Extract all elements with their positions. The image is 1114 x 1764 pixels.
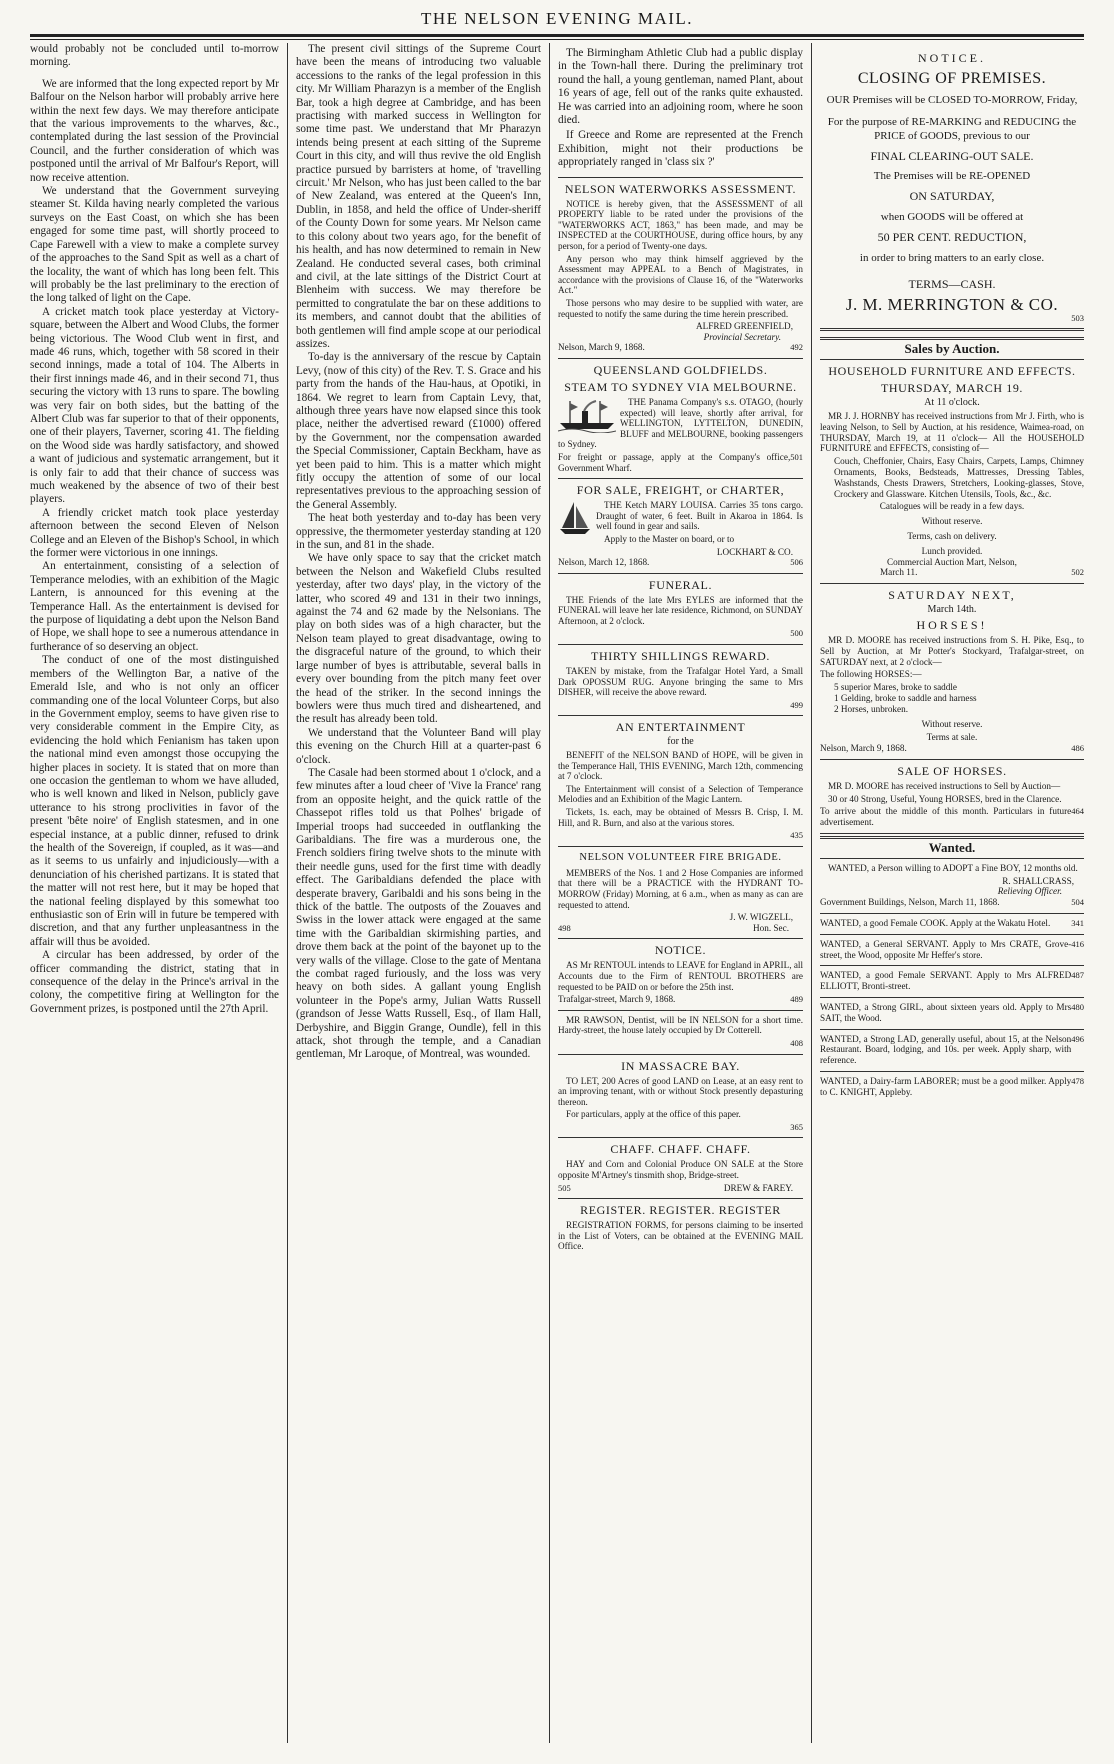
article-paragraph: We understand that the Government surveying steamer St. Kilda having nearly completed the various surveys on the East Coast, on which she has been engaged for some time past, will shortly proceed to Cape Farewell with a view to make a complete survey of the approaches to the Sand Spit as well as a chart of the locality, the want of which has long been felt. This will probably be the last preliminary to the erection of the long talked of light on the Cape. xyxy=(30,185,279,305)
article-paragraph: would probably not be concluded until to-morrow morning. xyxy=(30,43,279,69)
ad-text: Without reserve. xyxy=(921,516,983,527)
ad-footer xyxy=(558,994,803,1005)
section-wanted: Wanted. xyxy=(820,836,1084,859)
ad-text: WANTED, a Dairy-farm LABORER; must be a good milker. Apply to C. KNIGHT, Appleby. xyxy=(820,1076,1072,1097)
article-paragraph: To-day is the anniversary of the rescue by Captain Levy, (now of this city) of the Rev. T. S. Grace and his party from the hands of the Hau-haus, at Opotiki, in 1864. We regret to learn from Captain Levy, that, although three years have now elapsed since this took place, neither the advertised reward (£1000) offered by the Government, nor the compensation awarded the Special Commissioner, Captain Beckham, have as yet been paid to him. This is a matter which might fitly occupy the attention of some of our local representatives previous to the approaching session of the General Assembly. xyxy=(296,351,541,511)
ad-footer xyxy=(820,970,1084,992)
ad-text: BENEFIT of the NELSON BAND of HOPE, will be given in the Temperance Hall, THIS EVENING, March 12th, commencing at 7 o'clock. xyxy=(558,750,803,782)
ad-signer: J. W. WIGZELL, xyxy=(729,912,793,923)
ad-wanted xyxy=(820,859,1084,914)
ad-footer xyxy=(558,1038,803,1049)
ad-date: March 11. xyxy=(880,567,918,578)
ad-heading: THIRTY SHILLINGS REWARD. xyxy=(591,649,770,664)
steamship-icon xyxy=(558,397,616,433)
ad-for-sale xyxy=(558,479,803,574)
ad-number: 496 xyxy=(1071,1033,1084,1044)
ad-footer xyxy=(820,743,1084,754)
ad-date: Nelson, March 12, 1868. xyxy=(558,557,650,568)
ad-text: Apply to the Master on board, or to xyxy=(604,533,735,544)
ad-subheading: STEAM TO SYDNEY VIA MELBOURNE. xyxy=(564,379,797,394)
ad-text: Without reserve. xyxy=(921,718,983,729)
ad-text: HAY and Corn and Colonial Produce ON SALE at the Store opposite M'Artney's tinsmith shop, Bridge-street. xyxy=(558,1159,803,1181)
ad-text: Lunch provided. xyxy=(921,545,983,556)
ad-saturday-horses xyxy=(820,584,1084,760)
ad-text: AS Mr RENTOUL intends to LEAVE for England in APRIL, all Accounts due to the Firm of RENTOUL BROTHERS are requested to be PAID on or before the 25th inst. xyxy=(558,960,803,992)
ad-footer xyxy=(558,452,803,473)
ad-heading: QUEENSLAND GOLDFIELDS. xyxy=(593,362,768,377)
ad-footer xyxy=(558,1183,803,1194)
ad-heading: REGISTER. REGISTER. REGISTER xyxy=(580,1203,781,1218)
ad-number: 501 xyxy=(790,451,803,462)
ad-list-item: 1 Gelding, broke to saddle and harness xyxy=(834,692,977,703)
article-paragraph: The conduct of one of the most distinguished members of the Wellington Bar, a native of the Emerald Isle, and who is not only an officer commanding one of the local Volunteer Corps, but also in the Government employ, seems to have given rise to very considerable comment in the Empire City, as evidencing the hold which Fenianism has taken upon the national mind even amongst those occupying the higher places in society. It is stated that on more than one occasion the gentleman to whom we have alluded, who is well known and liked in Nelson, publicly gave utterance to his strong proclivities in favor of the present 'bête noire' of English statesmen, and in one especial instance, at a public dinner, refused to drink the health of the Sovereign, if coupled, as it was—and as it seems to us unfairly and injudiciously—with a denunciation of his cherished partizans. It is stated that the matter will not rest here, but it may be hoped that the national feeling displayed by this somewhat too enthusiastic son of Erin will in future be tempered with discretion, and that any further unpleasantness in the affair will thus be avoided. xyxy=(30,654,279,948)
ad-footer xyxy=(820,939,1084,961)
ad-wanted xyxy=(820,998,1084,1030)
ad-heading: SALE OF HORSES. xyxy=(897,763,1007,778)
ad-heading: CLOSING OF PREMISES. xyxy=(857,69,1047,87)
ad-text: Terms, cash on delivery. xyxy=(907,530,997,541)
ad-title: NOTICE. xyxy=(918,51,986,65)
masthead-rule-thin xyxy=(30,39,1084,40)
ad-number: 487 xyxy=(1071,970,1084,981)
ad-number: 435 xyxy=(790,830,803,841)
ad-text: ON SATURDAY, xyxy=(909,189,995,204)
ad-footer xyxy=(820,567,1084,578)
ad-subheading: HORSES! xyxy=(916,617,988,632)
ad-footer xyxy=(820,1002,1084,1024)
ad-text: THE Friends of the late Mrs EYLES are informed that the FUNERAL will leave her late residence, Richmond, on SUNDAY Afternoon, at 2 o'clock. xyxy=(558,594,803,626)
ad-footer xyxy=(558,923,803,934)
article-paragraph: The Birmingham Athletic Club had a public display in the Town-hall there. During the preliminary trot round the hall, a young gentleman, named Plant, about 16 years of age, fell out of the ranks quite exhausted. He was carried into an adjoining room, where he soon died. xyxy=(558,47,803,127)
ad-footer xyxy=(558,628,803,639)
column-2 xyxy=(288,43,550,1743)
ad-text: REGISTRATION FORMS, for persons claiming to be inserted in the List of Voters, can be obtained at the EVENING MAIL Office. xyxy=(558,1220,803,1252)
ad-text: WANTED, a General SERVANT. Apply to Mrs CRATE, Grove-street, the Wood, opposite Mr Heffer's store. xyxy=(820,938,1072,960)
ad-text: MEMBERS of the Nos. 1 and 2 Hose Companies are informed that there will be a PRACTICE with the HYDRANT TO-MORROW (Friday) Morning, at 6 a.m., when as many as can are requested to attend. xyxy=(558,867,803,910)
ad-footer xyxy=(820,897,1084,908)
article-paragraph: A cricket match took place yesterday at Victory-square, between the Albert and Wood Clubs, the former being victorious. The Wood Club went in first, and made 46 runs, which, together with 58 scored in their second innings, made a total of 104. The Alberts in their first innings made 46, and in their second 71, thus securing the victory with 13 runs to spare. The bowling was very fair on both sides, but the batting of the Albert Club was far superior to that of their opponents, one of their players, Taverner, scoring 41. The fielding on the Wood side was hardly satisfactory, and showed a want of judicious and systematic arrangement, but it is only fair to add that their chance of success was much weakened by the absence of two of their best players. xyxy=(30,305,279,506)
ad-heading: NELSON WATERWORKS ASSESSMENT. xyxy=(564,181,797,196)
column-3 xyxy=(550,43,812,1743)
ad-text: NOTICE is hereby given, that the ASSESSMENT of all PROPERTY liable to be rated under the provisions of the "WATERWORKS ACT, 1863," has been made, and may be INSPECTED at the COURTHOUSE, during office hours, by any person, for a period of Twenty-one days. xyxy=(558,198,803,252)
article-paragraph: If Greece and Rome are represented at the French Exhibition, might not their productions be appropriately ranged in 'class six ?' xyxy=(558,129,803,169)
ad-text: The Entertainment will consist of a Selection of Temperance Melodies and an Exhibition of the Magic Lantern. xyxy=(558,783,803,805)
ad-text: THE Ketch MARY LOUISA. Carries 35 tons cargo. Draught of water, 6 feet. Built in Akaroa in 1864. Is well found in gear and sails. xyxy=(596,500,803,532)
ad-list-item: 5 superior Mares, broke to saddle xyxy=(834,682,957,693)
ad-role: Relieving Officer. xyxy=(997,886,1062,897)
ad-heading: AN ENTERTAINMENT xyxy=(615,720,746,735)
ad-text: For freight or passage, apply at the Company's office, Government Wharf. xyxy=(558,451,791,473)
ad-text: TO LET, 200 Acres of good LAND on Lease, at an easy rent to an improving tenant, with or without Stock presently depasturing thereon. xyxy=(558,1075,803,1107)
ad-text: Those persons who may desire to be supplied with water, are requested to notify the same during the time herein prescribed. xyxy=(558,298,803,319)
ad-footer xyxy=(820,1034,1084,1066)
ad-date: Nelson, March 9, 1868. xyxy=(558,342,645,353)
ad-funeral xyxy=(558,574,803,645)
section-sales-by-auction: Sales by Auction. xyxy=(820,337,1084,360)
masthead-rule xyxy=(30,34,1084,37)
ad-number: 505 xyxy=(558,1182,571,1193)
ad-heading: FOR SALE, FREIGHT, or CHARTER, xyxy=(576,483,785,498)
ad-signer: LOCKHART & CO. xyxy=(716,546,793,557)
ad-text: MR D. MOORE has received instructions from S. H. Pike, Esq., to Sell by Auction, at Mr Potter's Stockyard, Trafalgar-street, on SATURDAY next, at 2 o'clock— xyxy=(820,634,1084,667)
ad-number: 489 xyxy=(790,994,803,1005)
ad-heading: NELSON VOLUNTEER FIRE BRIGADE. xyxy=(579,851,782,863)
ad-footer xyxy=(820,313,1084,324)
article-paragraph: An entertainment, consisting of a selection of Temperance melodies, with an exhibition of the Magic Lantern, is announced for this evening at the Temperance Hall. As the entertainment is devised for the purpose of liquidating a debt upon the Nelson Band of Hope, we shall hope to see a numerous attendance in furtherance of so deserving an object. xyxy=(30,560,279,653)
ad-text: Terms at sale. xyxy=(926,732,978,743)
ad-heading: NOTICE. xyxy=(654,943,707,958)
ad-wanted xyxy=(820,966,1084,998)
ad-text: WANTED, a Person willing to ADOPT a Fine BOY, 12 months old. xyxy=(828,862,1078,873)
ad-role: Provincial Secretary. xyxy=(703,331,781,342)
article-paragraph: A circular has been addressed, by order of the officer commanding the district, stating that in consequence of the delay in the Prince's arrival in the colony, the competitive firing at Wellington for the Government prizes, is postponed until the 27th April. xyxy=(30,949,279,1015)
article-paragraph: We have only space to say that the cricket match between the Nelson and Wakefield Clubs resulted yesterday, after two days' play, in the victory of the latter, who scored 49 and 131 in their two innings, against the 74 and 62 made by the Nelsonians. The play on both sides was of a high character, but the Nelson team played to great disadvantage, owing to the disgraceful nature of the ground, to which their large number of byes is attributable, several balls in every over bounding from the pitch many feet over the head of the striker. In the second innings the bowlers were thus much tired and disheartened, and the result has already been told. xyxy=(296,552,541,726)
article-paragraph: The Casale had been stormed about 1 o'clock, and a few minutes after a loud cheer of 'Vive la France' rang from an opposite height, and the quick rattle of the Chassepot rifles told us that Polhes' brigade of Imperial troops had succeeded in outflanking the Garibaldians. The fire was a murderous one, the French soldiers firing twelve shots to the minute with their needle guns, used for the first time with deadly effect. The Garibaldians defended the place with desperate bravery, Garibaldi and his sons being in the thick of the battle. The outposts of the Zouaves and Swiss in the lower attack were engaged at the same time with the Garibaldian skirmishing parties, and drove them back at the point of the bayonet up to the very walls of the village. Close to the gate of Mentana the combat raged furiously, and the loss was very heavy on both sides. A gallant young English volunteer in the Pope's army, Julian Watts Russell (grandson of Jesse Watts Russell, Esq., of Ilam Hall, Derbyshire, and Biggin Grange, Oundle), fell in this attack, shot through the temple, and a Canadian gentleman, Mr Laroque, of Montreal, was wounded. xyxy=(296,766,541,1061)
ad-text: Any person who may think himself aggrieved by the Assessment may APPEAL to a Bench of Magistrates, in accordance with the provisions of Clause 16, of the "Waterworks Act." xyxy=(558,253,803,296)
ad-footer xyxy=(820,1076,1084,1098)
ad-role: Hon. Sec. xyxy=(753,922,789,933)
ad-text: The following HORSES:— xyxy=(820,669,922,680)
ad-number: 416 xyxy=(1071,938,1084,949)
ad-text: OUR Premises will be CLOSED TO-MORROW, Friday, xyxy=(826,93,1078,106)
ad-terms: TERMS—CASH. xyxy=(908,276,996,291)
ad-footer xyxy=(820,806,1084,828)
ad-chaff xyxy=(558,1138,803,1199)
article-paragraph: We understand that the Volunteer Band will play this evening on the Church Hill at a quarter-past 6 o'clock. xyxy=(296,726,541,766)
ad-text: MR RAWSON, Dentist, will be IN NELSON for a short time. Hardy-street, the house lately occupied by Dr Cotterell. xyxy=(558,1014,803,1036)
ad-signer: DREW & FAREY. xyxy=(723,1182,793,1193)
column-4 xyxy=(812,43,1084,1743)
ad-text: in order to bring matters to an early close. xyxy=(859,251,1045,264)
ad-footer xyxy=(558,557,803,568)
ad-date: THURSDAY, MARCH 19. xyxy=(880,381,1024,396)
columns xyxy=(30,43,1084,1743)
ad-wanted xyxy=(820,935,1084,967)
ad-heading: HOUSEHOLD FURNITURE AND EFFECTS. xyxy=(828,364,1076,379)
ad-date: Nelson, March 9, 1868. xyxy=(820,743,907,754)
ad-text: WANTED, a good Female COOK. Apply at the Wakatu Hotel. xyxy=(820,918,1051,929)
ad-number: 492 xyxy=(790,342,803,353)
ad-text: For the purpose of RE-MARKING and REDUCING the PRICE of GOODS, previous to our xyxy=(827,115,1077,142)
ad-sale-of-horses xyxy=(820,760,1084,834)
column-1 xyxy=(30,43,288,1743)
ad-text: For particulars, apply at the office of this paper. xyxy=(566,1109,741,1120)
ad-number: 486 xyxy=(1071,743,1084,754)
ad-number: 499 xyxy=(790,699,803,710)
ad-text: The Premises will be RE-OPENED xyxy=(873,170,1031,183)
ad-number: 498 xyxy=(558,922,571,933)
ad-wanted xyxy=(820,914,1084,935)
ad-entertainment xyxy=(558,716,803,846)
ad-number: 502 xyxy=(1071,567,1084,578)
ad-closing-premises xyxy=(820,43,1084,331)
ad-date: Trafalgar-street, March 9, 1868. xyxy=(558,994,676,1005)
ad-text: MR J. J. HORNBY has received instructions from Mr J. Firth, who is leaving Nelson, to Sell by Auction, at his residence, Waimea-road, on THURSDAY, March 19, at 11 o'clock— All the HOUSEHOLD FURNITURE and EFFECTS, consisting of— xyxy=(820,410,1084,454)
sailboat-icon xyxy=(558,500,592,536)
ad-footer xyxy=(558,1122,803,1133)
ad-subheading: for the xyxy=(667,736,694,748)
ad-heading: IN MASSACRE BAY. xyxy=(621,1058,740,1073)
ad-text: Government Buildings, Nelson, March 11, 1868. xyxy=(820,897,1000,908)
ad-footer xyxy=(820,918,1084,929)
masthead: THE NELSON EVENING MAIL. xyxy=(420,9,694,28)
ad-notice-rentoul xyxy=(558,939,803,1010)
ad-text: WANTED, a Strong GIRL, about sixteen years old. Apply to Mrs SAIT, the Wood. xyxy=(820,1002,1072,1023)
ad-heading: SATURDAY NEXT, xyxy=(888,588,1016,603)
ad-number: 503 xyxy=(1071,312,1084,323)
ad-signer: ALFRED GREENFIELD, xyxy=(696,321,793,332)
article-paragraph: A friendly cricket match took place yesterday afternoon between the second Eleven of Nelson College and an Eleven of the Bishop's School, in which the former were victorious in one innings. xyxy=(30,506,279,560)
news-brief xyxy=(558,43,803,178)
ad-signer: R. SHALLCRASS, xyxy=(1002,875,1074,886)
ad-text: Tickets, 1s. each, may be obtained of Messrs B. Crisp, I. M. Hill, and R. Burn, and also at the various stores. xyxy=(558,807,803,828)
ad-footer xyxy=(558,700,803,711)
ad-footer xyxy=(558,342,803,353)
ad-text: when GOODS will be offered at xyxy=(880,211,1024,224)
ad-rawson xyxy=(558,1011,803,1055)
article-paragraph: The heat both yesterday and to-day has been very oppressive, the thermometer yesterday standing at 120 in the sun, and 81 in the shade. xyxy=(296,512,541,552)
ad-text: To arrive about the middle of this month. Particulars in future advertisement. xyxy=(820,806,1072,828)
ad-text: Catalogues will be ready in a few days. xyxy=(879,501,1025,512)
ad-number: 464 xyxy=(1071,806,1084,817)
ad-text: 30 or 40 Strong, Useful, Young HORSES, bred in the Clarence. xyxy=(828,793,1062,804)
ad-time: At 11 o'clock. xyxy=(924,397,980,409)
ad-wanted xyxy=(820,1072,1084,1103)
ad-register xyxy=(558,1199,803,1259)
ad-massacre-bay xyxy=(558,1055,803,1139)
ad-list: Couch, Cheffonier, Chairs, Easy Chairs, Carpets, Lamps, Chimney Ornaments, Books, Bedsteads, Mattresses, Dressing Tables, Washstands, Chests Drawers, Stretchers, Looking-glasses, Stove, Crockery and Glassware. Kitchen Utensils, Tools, &c., &c. xyxy=(834,456,1084,499)
ad-queensland xyxy=(558,359,803,479)
ad-waterworks xyxy=(558,178,803,359)
ad-text: Commercial Auction Mart, Nelson, xyxy=(887,556,1017,567)
ad-sale-line: FINAL CLEARING-OUT SALE. xyxy=(870,148,1034,163)
ad-number: 365 xyxy=(790,1121,803,1132)
ad-number: 480 xyxy=(1071,1002,1084,1013)
ad-heading: CHAFF. CHAFF. CHAFF. xyxy=(610,1142,751,1157)
ad-text: WANTED, a good Female SERVANT. Apply to Mrs ALFRED ELLIOTT, Bronti-street. xyxy=(820,970,1072,992)
ad-number: 478 xyxy=(1071,1076,1084,1087)
ad-number: 504 xyxy=(1071,897,1084,908)
ad-household-furniture xyxy=(820,360,1084,584)
ad-number: 341 xyxy=(1071,918,1084,929)
ad-text: THE Panama Company's s.s. OTAGO, (hourly expected) will leave, shortly after arrival, for WELLINGTON, LYTTELTON, DUNEDIN, BLUFF and MELBOURNE, booking passengers to Sydney. xyxy=(558,396,803,450)
ad-text: MR D. MOORE has received instructions to Sell by Auction— xyxy=(828,780,1061,791)
article-paragraph: We are informed that the long expected report by Mr Balfour on the Nelson harbor will probably arrive here within the next few days. We may therefore anticipate that the various improvements to the wharves, &c., contemplated during the last session of the Provincial Council, and the further consideration of which was postponed until the arrival of Mr Balfour's Report, will now receive attention. xyxy=(30,77,279,184)
ad-number: 506 xyxy=(790,557,803,568)
ad-number: 408 xyxy=(790,1037,803,1048)
ad-fire-brigade xyxy=(558,847,803,940)
ad-text: TAKEN by mistake, from the Trafalgar Hotel Yard, a Small Dark OPOSSUM RUG. Anyone bringing the same to Mrs DISHER, will receive the above reward. xyxy=(558,666,803,698)
ad-heading: FUNERAL. xyxy=(648,577,713,592)
ad-text: 50 PER CENT. REDUCTION, xyxy=(877,230,1027,245)
ad-firm: J. M. MERRINGTON & CO. xyxy=(845,294,1059,314)
ad-footer xyxy=(558,830,803,841)
article-paragraph: The present civil sittings of the Supreme Court have been the means of introducing two valuable accessions to the ranks of the legal profession in this city. Mr William Pharazyn is a member of the English Bar, took a high degree at Cambridge, and has been practising with marked success in Wellington for some time past. We understand that Mr Pharazyn intends being present at each sitting of the Supreme Court in this city, and will thus revive the old English practice pursued by barristers at home, of 'travelling circuit.' Mr Nelson, who has just been called to the bar of New Zealand, was entered at the Queen's Inn, Dublin, in 1858, and held the office of Under-sheriff of the County Down for some years. Mr Nelson came to this colony about two years ago, for the benefit of his health, and has now determined to remain in New Zealand. He conducted several cases, both criminal and civil, at the late sittings of the District Court at Blenheim with success. We may therefore be permitted to congratulate the bar on these additions to its members, and cannot doubt that the abilities of both gentlemen will find ample scope at our periodical assizes. xyxy=(296,43,541,350)
ad-number: 500 xyxy=(790,628,803,639)
ad-wanted xyxy=(820,1030,1084,1072)
ad-text: WANTED, a Strong LAD, generally useful, about 15, at the Nelson Restaurant. Board, lodging, and 10s. per week. Apply sharp, with reference. xyxy=(820,1033,1072,1066)
ad-date: March 14th. xyxy=(927,604,977,616)
ad-list-item: 2 Horses, unbroken. xyxy=(834,703,908,714)
ad-reward xyxy=(558,645,803,716)
